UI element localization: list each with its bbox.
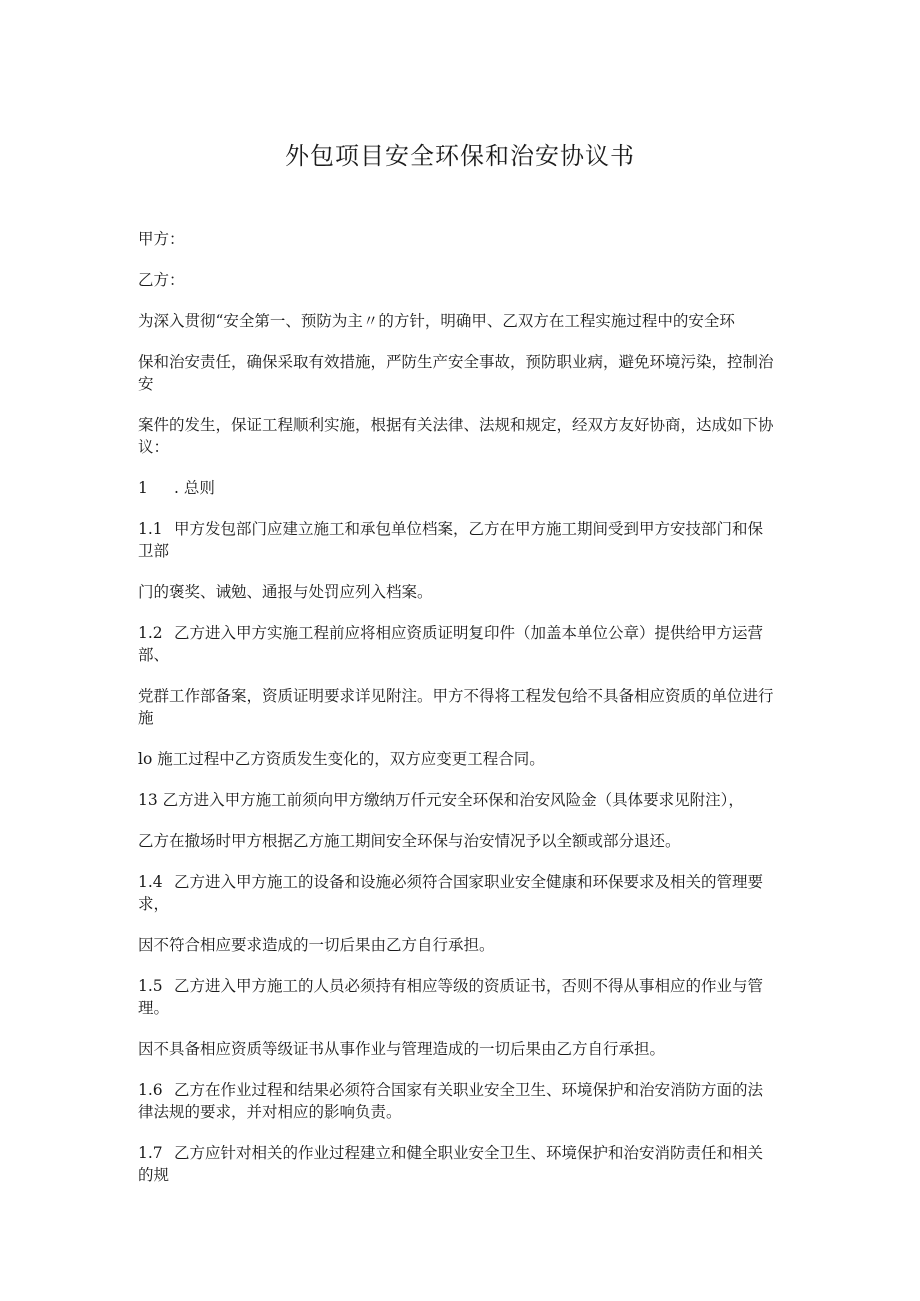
document-title: 外包项目安全环保和治安协议书 <box>285 142 635 170</box>
clause-text: 乙方应针对相关的作业过程建立和健全职业安全卫生、环境保护和治安消防责任和相关的规 <box>138 1144 764 1184</box>
clause-text: 乙方进入甲方施工的人员必须持有相应等级的资质证书，否则不得从事相应的作业与管理。 <box>138 977 764 1017</box>
clause-text: 乙方进入甲方实施工程前应将相应资质证明复印件（加盖本单位公章）提供给甲方运营部、 <box>138 624 764 664</box>
clause-1-2 <box>138 622 778 666</box>
clause-1-3-continuation: 乙方在撤场时甲方根据乙方施工期间安全环保与治安情况予以全额或部分退还。 <box>138 832 681 850</box>
clause-1-7 <box>138 1142 778 1186</box>
section-heading-general <box>138 477 778 499</box>
clause-1-2-continuation: 党群工作部备案，资质证明要求详见附注。甲方不得将工程发包给不具备相应资质的单位进行施 <box>138 687 774 727</box>
clause-1-6 <box>138 1079 778 1123</box>
clause-1-2-continuation-2: lo 施工过程中乙方资质发生变化的，双方应变更工程合同。 <box>138 750 545 768</box>
clause-1-4 <box>138 871 778 915</box>
intro-paragraph-3: 案件的发生，保证工程顺利实施，根据有关法律、法规和规定，经双方友好协商，达成如下协议： <box>138 416 774 456</box>
intro-paragraph-1: 为深入贯彻“安全第一、预防为主〃的方针，明确甲、乙双方在工程实施过程中的安全环 <box>138 312 735 330</box>
clause-1-1 <box>138 518 778 562</box>
clause-text: 乙方进入甲方施工前须向甲方缴纳万仟元安全环保和治安风险金（具体要求见附注）， <box>162 791 744 809</box>
clause-text: 乙方在作业过程和结果必须符合国家有关职业安全卫生、环境保护和治安消防方面的法律法规的要求，并对相应的影响负责。 <box>138 1081 764 1121</box>
party-b-line: 乙方： <box>138 271 185 289</box>
clause-1-4-continuation: 因不符合相应要求造成的一切后果由乙方自行承担。 <box>138 936 495 954</box>
clause-text: 甲方发包部门应建立施工和承包单位档案，乙方在甲方施工期间受到甲方安技部门和保卫部 <box>138 520 764 560</box>
party-a-line: 甲方： <box>138 230 185 248</box>
document-body <box>138 228 778 1205</box>
clause-number: 1.2 <box>138 624 163 642</box>
clause-1-3 <box>138 789 778 811</box>
clause-text: 乙方进入甲方施工的设备和设施必须符合国家职业安全健康和环保要求及相关的管理要求， <box>138 873 764 913</box>
section-title: . 总则 <box>174 479 215 497</box>
clause-number: 1.7 <box>138 1144 163 1162</box>
clause-number: 1.5 <box>138 977 163 995</box>
clause-number: 13 <box>138 791 158 809</box>
clause-number: 1.1 <box>138 520 163 538</box>
intro-paragraph-2: 保和治安责任，确保采取有效措施，严防生产安全事故，预防职业病，避免环境污染，控制治安 <box>138 353 774 393</box>
clause-1-1-continuation: 门的褒奖、诫勉、通报与处罚应列入档案。 <box>138 583 433 601</box>
section-number: 1 <box>138 479 148 497</box>
clause-1-5-continuation: 因不具备相应资质等级证书从事作业与管理造成的一切后果由乙方自行承担。 <box>138 1040 666 1058</box>
clause-number: 1.6 <box>138 1081 163 1099</box>
clause-1-5 <box>138 975 778 1019</box>
clause-number: 1.4 <box>138 873 163 891</box>
